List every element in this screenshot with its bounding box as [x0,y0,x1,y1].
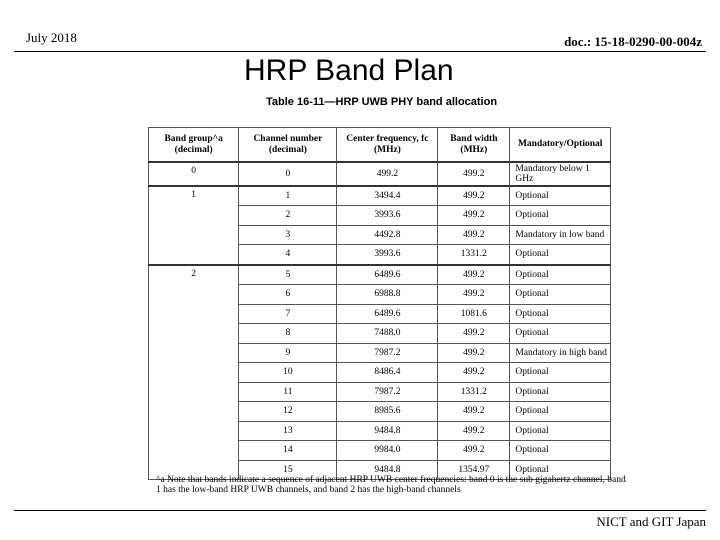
table-row [149,162,611,186]
mandatory-cell: Optional [510,304,611,324]
header-doc-id: doc.: 15-18-0290-00-004z [564,34,702,49]
channel-cell: 4 [239,245,337,265]
column-header: Channel number (decimal) [239,128,337,163]
mandatory-cell: Optional [510,206,611,226]
table-row [149,186,611,206]
column-header: Band group^a (decimal) [149,128,239,163]
table-body [149,162,611,480]
center-frequency-cell: 9984.0 [337,441,438,461]
center-frequency-cell: 4492.8 [337,225,438,245]
mandatory-cell: Optional [510,285,611,305]
bandwidth-cell: 499.2 [438,343,510,363]
band-allocation-table [148,127,611,480]
bandwidth-cell: 499.2 [438,225,510,245]
center-frequency-cell: 9484.8 [337,460,438,480]
channel-cell: 15 [239,460,337,480]
column-header: Mandatory/Optional [510,128,611,163]
mandatory-cell: Optional [510,245,611,265]
footer-text: NICT and GIT Japan [596,514,706,529]
bandwidth-cell: 1331.2 [438,245,510,265]
mandatory-cell: Optional [510,441,611,461]
header-rule [14,51,706,52]
bandwidth-cell: 499.2 [438,285,510,305]
bandwidth-cell: 499.2 [438,363,510,383]
center-frequency-cell: 6489.6 [337,304,438,324]
mandatory-cell: Optional [510,324,611,344]
channel-cell: 6 [239,285,337,305]
channel-cell: 5 [239,265,337,285]
center-frequency-cell: 8985.6 [337,402,438,422]
bandwidth-cell: 499.2 [438,402,510,422]
channel-cell: 3 [239,225,337,245]
center-frequency-cell: 9484.8 [337,421,438,441]
center-frequency-cell: 6988.8 [337,285,438,305]
center-frequency-cell: 6489.6 [337,265,438,285]
column-header: Center frequency, fc (MHz) [337,128,438,163]
header-date: July 2018 [26,30,77,45]
center-frequency-cell: 7987.2 [337,382,438,402]
mandatory-cell: Optional [510,421,611,441]
channel-cell: 13 [239,421,337,441]
mandatory-cell: Optional [510,460,611,480]
center-frequency-cell: 3993.6 [337,245,438,265]
center-frequency-cell: 499.2 [337,162,438,186]
mandatory-cell: Mandatory below 1 GHz [510,162,611,186]
footer-rule [14,510,706,511]
mandatory-cell: Optional [510,363,611,383]
mandatory-cell: Optional [510,186,611,206]
band-group-cell: 2 [149,265,239,480]
channel-cell: 0 [239,162,337,186]
mandatory-cell: Optional [510,402,611,422]
mandatory-cell: Optional [510,382,611,402]
band-group-cell: 0 [149,162,239,186]
band-group-cell: 1 [149,186,239,265]
table-footnote: ^a Note that bands indicate a sequence of adjacent HRP UWB center frequencies: band 0 is the sub gigahertz channel, band 1 has the low-band HRP UWB channels, and band 2 has the high-band channels [156,475,626,495]
channel-cell: 1 [239,186,337,206]
bandwidth-cell: 499.2 [438,441,510,461]
center-frequency-cell: 3494.4 [337,186,438,206]
mandatory-cell: Optional [510,265,611,285]
channel-cell: 11 [239,382,337,402]
mandatory-cell: Mandatory in high band [510,343,611,363]
channel-cell: 12 [239,402,337,422]
bandwidth-cell: 499.2 [438,162,510,186]
slide-title: HRP Band Plan [244,54,454,87]
channel-cell: 8 [239,324,337,344]
table-caption: Table 16-11—HRP UWB PHY band allocation [266,96,498,108]
center-frequency-cell: 7987.2 [337,343,438,363]
center-frequency-cell: 3993.6 [337,206,438,226]
channel-cell: 14 [239,441,337,461]
bandwidth-cell: 499.2 [438,265,510,285]
bandwidth-cell: 1354.97 [438,460,510,480]
bandwidth-cell: 499.2 [438,206,510,226]
table-header-row [149,128,611,163]
channel-cell: 10 [239,363,337,383]
table-row [149,265,611,285]
channel-cell: 2 [239,206,337,226]
bandwidth-cell: 499.2 [438,421,510,441]
bandwidth-cell: 1081.6 [438,304,510,324]
channel-cell: 7 [239,304,337,324]
channel-cell: 9 [239,343,337,363]
bandwidth-cell: 1331.2 [438,382,510,402]
mandatory-cell: Mandatory in low band [510,225,611,245]
column-header: Band width (MHz) [438,128,510,163]
center-frequency-cell: 7488.0 [337,324,438,344]
center-frequency-cell: 8486.4 [337,363,438,383]
bandwidth-cell: 499.2 [438,324,510,344]
bandwidth-cell: 499.2 [438,186,510,206]
